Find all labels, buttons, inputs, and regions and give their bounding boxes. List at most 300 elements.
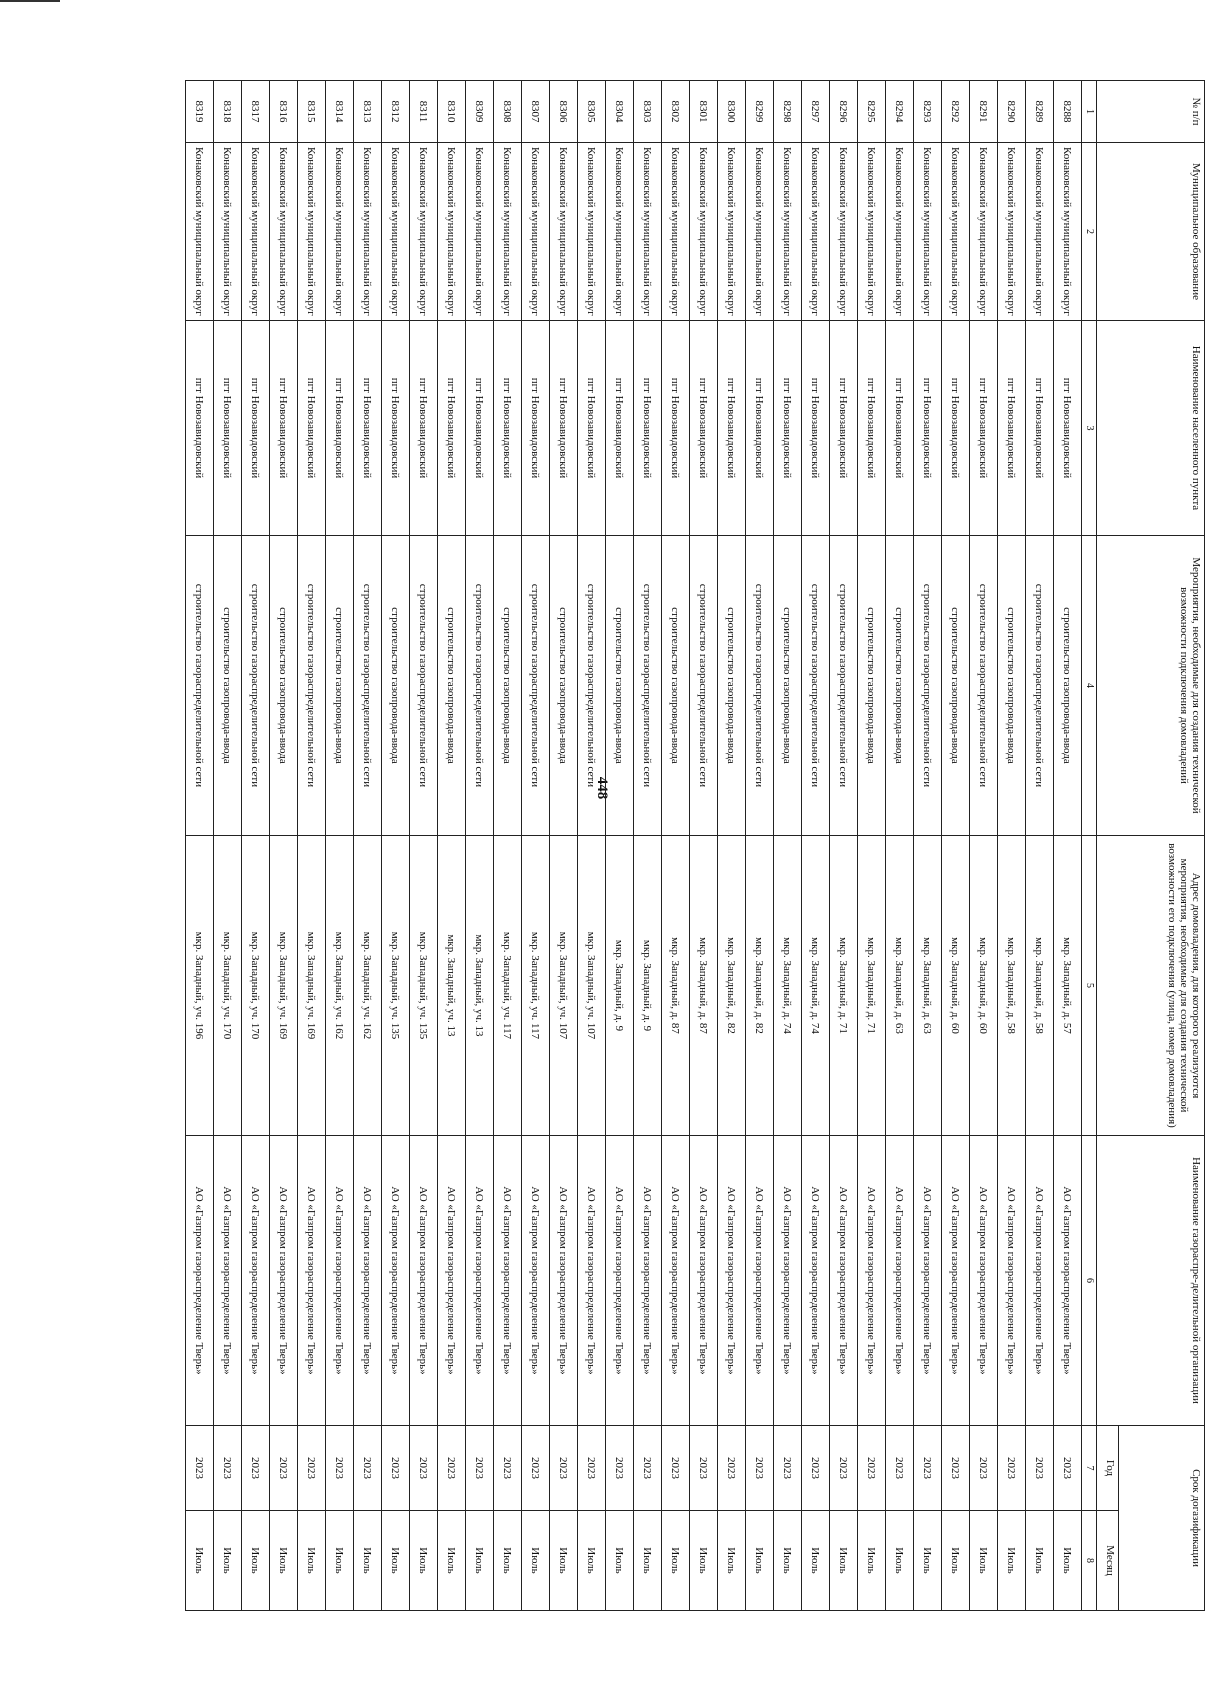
table-row — [354, 81, 382, 1611]
address-cell: мкр. Западный, уч. 117 — [494, 836, 522, 1136]
address-cell: мкр. Западный, д. 87 — [690, 836, 718, 1136]
row-number-cell: 8298 — [774, 81, 802, 143]
header-term: Срок догазификации — [1119, 1426, 1205, 1611]
table-row — [522, 81, 550, 1611]
table-row — [858, 81, 886, 1611]
measure-cell: строительство газопровода-ввода — [382, 536, 410, 836]
year-cell: 2023 — [998, 1426, 1026, 1511]
table-row — [606, 81, 634, 1611]
address-cell: мкр. Западный, уч. 196 — [186, 836, 214, 1136]
table-row — [998, 81, 1026, 1611]
address-cell: мкр. Западный, д. 63 — [886, 836, 914, 1136]
settlement-cell: пгт Новозавидовский — [606, 321, 634, 536]
municipality-cell: Конаковский муниципальный округ — [858, 143, 886, 321]
year-cell: 2023 — [354, 1426, 382, 1511]
measure-cell: строительство газопровода-ввода — [662, 536, 690, 836]
organization-cell: АО «Газпром газораспределение Тверь» — [886, 1136, 914, 1426]
address-cell: мкр. Западный, уч. 13 — [466, 836, 494, 1136]
column-number: 2 — [1082, 143, 1097, 321]
organization-cell: АО «Газпром газораспределение Тверь» — [354, 1136, 382, 1426]
month-cell: Июль — [718, 1511, 746, 1611]
year-cell: 2023 — [1026, 1426, 1054, 1511]
municipality-cell: Конаковский муниципальный округ — [662, 143, 690, 321]
month-cell: Июль — [242, 1511, 270, 1611]
scan-edge-mark — [0, 0, 60, 2]
municipality-cell: Конаковский муниципальный округ — [438, 143, 466, 321]
table-row — [466, 81, 494, 1611]
year-cell: 2023 — [186, 1426, 214, 1511]
settlement-cell: пгт Новозавидовский — [326, 321, 354, 536]
settlement-cell: пгт Новозавидовский — [914, 321, 942, 536]
year-cell: 2023 — [242, 1426, 270, 1511]
row-number-cell: 8309 — [466, 81, 494, 143]
municipality-cell: Конаковский муниципальный округ — [578, 143, 606, 321]
table-row — [662, 81, 690, 1611]
municipality-cell: Конаковский муниципальный округ — [270, 143, 298, 321]
table-row — [410, 81, 438, 1611]
address-cell: мкр. Западный, уч. 107 — [550, 836, 578, 1136]
measure-cell: строительство газораспределительной сети — [970, 536, 998, 836]
organization-cell: АО «Газпром газораспределение Тверь» — [186, 1136, 214, 1426]
organization-cell: АО «Газпром газораспределение Тверь» — [690, 1136, 718, 1426]
row-number-cell: 8304 — [606, 81, 634, 143]
address-cell: мкр. Западный, уч. 117 — [522, 836, 550, 1136]
table-row — [550, 81, 578, 1611]
measure-cell: строительство газораспределительной сети — [186, 536, 214, 836]
month-cell: Июль — [214, 1511, 242, 1611]
settlement-cell: пгт Новозавидовский — [970, 321, 998, 536]
table-row — [214, 81, 242, 1611]
year-cell: 2023 — [550, 1426, 578, 1511]
year-cell: 2023 — [410, 1426, 438, 1511]
municipality-cell: Конаковский муниципальный округ — [970, 143, 998, 321]
address-cell: мкр. Западный, д. 60 — [942, 836, 970, 1136]
year-cell: 2023 — [802, 1426, 830, 1511]
municipality-cell: Конаковский муниципальный округ — [298, 143, 326, 321]
month-cell: Июль — [606, 1511, 634, 1611]
address-cell: мкр. Западный, д. 57 — [1054, 836, 1082, 1136]
table-row — [942, 81, 970, 1611]
municipality-cell: Конаковский муниципальный округ — [186, 143, 214, 321]
row-number-cell: 8306 — [550, 81, 578, 143]
measure-cell: строительство газопровода-ввода — [942, 536, 970, 836]
year-cell: 2023 — [1054, 1426, 1082, 1511]
row-number-cell: 8294 — [886, 81, 914, 143]
table-row — [886, 81, 914, 1611]
settlement-cell: пгт Новозавидовский — [858, 321, 886, 536]
address-cell: мкр. Западный, уч. 162 — [354, 836, 382, 1136]
row-number-cell: 8303 — [634, 81, 662, 143]
settlement-cell: пгт Новозавидовский — [494, 321, 522, 536]
organization-cell: АО «Газпром газораспределение Тверь» — [522, 1136, 550, 1426]
measure-cell: строительство газораспределительной сети — [746, 536, 774, 836]
table-row — [298, 81, 326, 1611]
measure-cell: строительство газораспределительной сети — [690, 536, 718, 836]
table-row — [270, 81, 298, 1611]
table-row — [1054, 81, 1082, 1611]
year-cell: 2023 — [606, 1426, 634, 1511]
month-cell: Июль — [522, 1511, 550, 1611]
table-row — [382, 81, 410, 1611]
header-year: Год — [1097, 1426, 1119, 1511]
row-number-cell: 8291 — [970, 81, 998, 143]
column-number: 3 — [1082, 321, 1097, 536]
year-cell: 2023 — [494, 1426, 522, 1511]
year-cell: 2023 — [690, 1426, 718, 1511]
settlement-cell: пгт Новозавидовский — [298, 321, 326, 536]
column-number: 7 — [1082, 1426, 1097, 1511]
month-cell: Июль — [802, 1511, 830, 1611]
municipality-cell: Конаковский муниципальный округ — [494, 143, 522, 321]
row-number-cell: 8302 — [662, 81, 690, 143]
measure-cell: строительство газопровода-ввода — [270, 536, 298, 836]
measure-cell: строительство газопровода-ввода — [606, 536, 634, 836]
month-cell: Июль — [270, 1511, 298, 1611]
organization-cell: АО «Газпром газораспределение Тверь» — [970, 1136, 998, 1426]
municipality-cell: Конаковский муниципальный округ — [382, 143, 410, 321]
measure-cell: строительство газопровода-ввода — [550, 536, 578, 836]
organization-cell: АО «Газпром газораспределение Тверь» — [494, 1136, 522, 1426]
month-cell: Июль — [298, 1511, 326, 1611]
address-cell: мкр. Западный, уч. 169 — [270, 836, 298, 1136]
settlement-cell: пгт Новозавидовский — [802, 321, 830, 536]
month-cell: Июль — [1026, 1511, 1054, 1611]
header-address: Адрес домовладения, для которого реализуются мероприятия, необходимые для создания технической возможности его подключения (улица, номер домовладения) — [1097, 836, 1205, 1136]
measure-cell: строительство газораспределительной сети — [914, 536, 942, 836]
table-row — [326, 81, 354, 1611]
month-cell: Июль — [410, 1511, 438, 1611]
row-number-cell: 8311 — [410, 81, 438, 143]
row-number-cell: 8301 — [690, 81, 718, 143]
header-number: № п/п — [1097, 81, 1205, 143]
table-row — [746, 81, 774, 1611]
organization-cell: АО «Газпром газораспределение Тверь» — [802, 1136, 830, 1426]
settlement-cell: пгт Новозавидовский — [774, 321, 802, 536]
municipality-cell: Конаковский муниципальный округ — [466, 143, 494, 321]
address-cell: мкр. Западный, д. 63 — [914, 836, 942, 1136]
organization-cell: АО «Газпром газораспределение Тверь» — [326, 1136, 354, 1426]
row-number-cell: 8317 — [242, 81, 270, 143]
month-cell: Июль — [886, 1511, 914, 1611]
organization-cell: АО «Газпром газораспределение Тверь» — [242, 1136, 270, 1426]
column-number: 8 — [1082, 1511, 1097, 1611]
measure-cell: строительство газопровода-ввода — [774, 536, 802, 836]
column-number: 5 — [1082, 836, 1097, 1136]
table-row — [634, 81, 662, 1611]
month-cell: Июль — [550, 1511, 578, 1611]
settlement-cell: пгт Новозавидовский — [1026, 321, 1054, 536]
month-cell: Июль — [354, 1511, 382, 1611]
municipality-cell: Конаковский муниципальный округ — [1026, 143, 1054, 321]
settlement-cell: пгт Новозавидовский — [578, 321, 606, 536]
measure-cell: строительство газораспределительной сети — [242, 536, 270, 836]
settlement-cell: пгт Новозавидовский — [662, 321, 690, 536]
page-number: 448 — [594, 776, 610, 800]
municipality-cell: Конаковский муниципальный округ — [1054, 143, 1082, 321]
column-number: 6 — [1082, 1136, 1097, 1426]
municipality-cell: Конаковский муниципальный округ — [830, 143, 858, 321]
municipality-cell: Конаковский муниципальный округ — [214, 143, 242, 321]
table-row — [494, 81, 522, 1611]
address-cell: мкр. Западный, уч. 169 — [298, 836, 326, 1136]
address-cell: мкр. Западный, уч. 135 — [410, 836, 438, 1136]
measure-cell: строительство газопровода-ввода — [998, 536, 1026, 836]
year-cell: 2023 — [914, 1426, 942, 1511]
settlement-cell: пгт Новозавидовский — [998, 321, 1026, 536]
municipality-cell: Конаковский муниципальный округ — [774, 143, 802, 321]
table-body — [186, 81, 1082, 1611]
measure-cell: строительство газопровода-ввода — [494, 536, 522, 836]
organization-cell: АО «Газпром газораспределение Тверь» — [466, 1136, 494, 1426]
month-cell: Июль — [774, 1511, 802, 1611]
row-number-cell: 8300 — [718, 81, 746, 143]
month-cell: Июль — [690, 1511, 718, 1611]
address-cell: мкр. Западный, д. 71 — [858, 836, 886, 1136]
header-municipality: Муниципальное образование — [1097, 143, 1205, 321]
settlement-cell: пгт Новозавидовский — [354, 321, 382, 536]
rotated-page — [185, 80, 1205, 1610]
year-cell: 2023 — [326, 1426, 354, 1511]
municipality-cell: Конаковский муниципальный округ — [802, 143, 830, 321]
address-cell: мкр. Западный, уч. 170 — [214, 836, 242, 1136]
municipality-cell: Конаковский муниципальный округ — [326, 143, 354, 321]
month-cell: Июль — [914, 1511, 942, 1611]
row-number-cell: 8312 — [382, 81, 410, 143]
table-row — [242, 81, 270, 1611]
column-number: 4 — [1082, 536, 1097, 836]
settlement-cell: пгт Новозавидовский — [746, 321, 774, 536]
year-cell: 2023 — [718, 1426, 746, 1511]
month-cell: Июль — [998, 1511, 1026, 1611]
year-cell: 2023 — [382, 1426, 410, 1511]
address-cell: мкр. Западный, д. 58 — [1026, 836, 1054, 1136]
address-cell: мкр. Западный, д. 87 — [662, 836, 690, 1136]
municipality-cell: Конаковский муниципальный округ — [886, 143, 914, 321]
month-cell: Июль — [494, 1511, 522, 1611]
settlement-cell: пгт Новозавидовский — [186, 321, 214, 536]
year-cell: 2023 — [270, 1426, 298, 1511]
organization-cell: АО «Газпром газораспределение Тверь» — [662, 1136, 690, 1426]
measure-cell: строительство газораспределительной сети — [830, 536, 858, 836]
settlement-cell: пгт Новозавидовский — [1054, 321, 1082, 536]
address-cell: мкр. Западный, уч. 107 — [578, 836, 606, 1136]
organization-cell: АО «Газпром газораспределение Тверь» — [914, 1136, 942, 1426]
settlement-cell: пгт Новозавидовский — [270, 321, 298, 536]
row-number-cell: 8319 — [186, 81, 214, 143]
row-number-cell: 8296 — [830, 81, 858, 143]
municipality-cell: Конаковский муниципальный округ — [606, 143, 634, 321]
month-cell: Июль — [746, 1511, 774, 1611]
settlement-cell: пгт Новозавидовский — [522, 321, 550, 536]
year-cell: 2023 — [942, 1426, 970, 1511]
organization-cell: АО «Газпром газораспределение Тверь» — [718, 1136, 746, 1426]
row-number-cell: 8290 — [998, 81, 1026, 143]
table-row — [774, 81, 802, 1611]
measure-cell: строительство газораспределительной сети — [522, 536, 550, 836]
month-cell: Июль — [942, 1511, 970, 1611]
month-cell: Июль — [382, 1511, 410, 1611]
municipality-cell: Конаковский муниципальный округ — [746, 143, 774, 321]
year-cell: 2023 — [830, 1426, 858, 1511]
organization-cell: АО «Газпром газораспределение Тверь» — [578, 1136, 606, 1426]
organization-cell: АО «Газпром газораспределение Тверь» — [214, 1136, 242, 1426]
year-cell: 2023 — [858, 1426, 886, 1511]
row-number-cell: 8318 — [214, 81, 242, 143]
settlement-cell: пгт Новозавидовский — [410, 321, 438, 536]
organization-cell: АО «Газпром газораспределение Тверь» — [746, 1136, 774, 1426]
column-number: 1 — [1082, 81, 1097, 143]
month-cell: Июль — [830, 1511, 858, 1611]
organization-cell: АО «Газпром газораспределение Тверь» — [1054, 1136, 1082, 1426]
header-organization: Наименование газораспре-делительной организации — [1097, 1136, 1205, 1426]
year-cell: 2023 — [774, 1426, 802, 1511]
organization-cell: АО «Газпром газораспределение Тверь» — [942, 1136, 970, 1426]
year-cell: 2023 — [578, 1426, 606, 1511]
measure-cell: строительство газопровода-ввода — [718, 536, 746, 836]
row-number-cell: 8313 — [354, 81, 382, 143]
address-cell: мкр. Западный, д. 74 — [774, 836, 802, 1136]
organization-cell: АО «Газпром газораспределение Тверь» — [774, 1136, 802, 1426]
row-number-cell: 8307 — [522, 81, 550, 143]
municipality-cell: Конаковский муниципальный округ — [942, 143, 970, 321]
settlement-cell: пгт Новозавидовский — [690, 321, 718, 536]
table-row — [802, 81, 830, 1611]
address-cell: мкр. Западный, д. 58 — [998, 836, 1026, 1136]
measure-cell: строительство газораспределительной сети — [578, 536, 606, 836]
settlement-cell: пгт Новозавидовский — [550, 321, 578, 536]
month-cell: Июль — [970, 1511, 998, 1611]
organization-cell: АО «Газпром газораспределение Тверь» — [270, 1136, 298, 1426]
address-cell: мкр. Западный, д. 74 — [802, 836, 830, 1136]
address-cell: мкр. Западный, д. 71 — [830, 836, 858, 1136]
month-cell: Июль — [858, 1511, 886, 1611]
table-row — [970, 81, 998, 1611]
measure-cell: строительство газораспределительной сети — [634, 536, 662, 836]
municipality-cell: Конаковский муниципальный округ — [522, 143, 550, 321]
address-cell: мкр. Западный, д. 60 — [970, 836, 998, 1136]
organization-cell: АО «Газпром газораспределение Тверь» — [634, 1136, 662, 1426]
row-number-cell: 8308 — [494, 81, 522, 143]
year-cell: 2023 — [298, 1426, 326, 1511]
measure-cell: строительство газопровода-ввода — [438, 536, 466, 836]
row-number-cell: 8310 — [438, 81, 466, 143]
settlement-cell: пгт Новозавидовский — [942, 321, 970, 536]
organization-cell: АО «Газпром газораспределение Тверь» — [410, 1136, 438, 1426]
settlement-cell: пгт Новозавидовский — [634, 321, 662, 536]
year-cell: 2023 — [522, 1426, 550, 1511]
month-cell: Июль — [186, 1511, 214, 1611]
row-number-cell: 8315 — [298, 81, 326, 143]
municipality-cell: Конаковский муниципальный округ — [550, 143, 578, 321]
row-number-cell: 8314 — [326, 81, 354, 143]
measure-cell: строительство газораспределительной сети — [802, 536, 830, 836]
organization-cell: АО «Газпром газораспределение Тверь» — [438, 1136, 466, 1426]
row-number-cell: 8316 — [270, 81, 298, 143]
measure-cell: строительство газораспределительной сети — [410, 536, 438, 836]
year-cell: 2023 — [214, 1426, 242, 1511]
organization-cell: АО «Газпром газораспределение Тверь» — [1026, 1136, 1054, 1426]
settlement-cell: пгт Новозавидовский — [382, 321, 410, 536]
measure-cell: строительство газораспределительной сети — [466, 536, 494, 836]
municipality-cell: Конаковский муниципальный округ — [354, 143, 382, 321]
address-cell: мкр. Западный, д. 9 — [634, 836, 662, 1136]
measure-cell: строительство газопровода-ввода — [214, 536, 242, 836]
row-number-cell: 8305 — [578, 81, 606, 143]
table-row — [186, 81, 214, 1611]
measure-cell: строительство газопровода-ввода — [858, 536, 886, 836]
month-cell: Июль — [326, 1511, 354, 1611]
header-measures: Мероприятия, необходимые для создания технической возможности подключения домовладений — [1097, 536, 1205, 836]
year-cell: 2023 — [886, 1426, 914, 1511]
measure-cell: строительство газораспределительной сети — [354, 536, 382, 836]
address-cell: мкр. Западный, д. 82 — [718, 836, 746, 1136]
table-row — [578, 81, 606, 1611]
month-cell: Июль — [578, 1511, 606, 1611]
municipality-cell: Конаковский муниципальный округ — [998, 143, 1026, 321]
municipality-cell: Конаковский муниципальный округ — [914, 143, 942, 321]
settlement-cell: пгт Новозавидовский — [214, 321, 242, 536]
month-cell: Июль — [662, 1511, 690, 1611]
month-cell: Июль — [466, 1511, 494, 1611]
year-cell: 2023 — [634, 1426, 662, 1511]
row-number-cell: 8288 — [1054, 81, 1082, 143]
year-cell: 2023 — [662, 1426, 690, 1511]
row-number-cell: 8299 — [746, 81, 774, 143]
organization-cell: АО «Газпром газораспределение Тверь» — [550, 1136, 578, 1426]
organization-cell: АО «Газпром газораспределение Тверь» — [298, 1136, 326, 1426]
year-cell: 2023 — [970, 1426, 998, 1511]
table-row — [1026, 81, 1054, 1611]
row-number-cell: 8289 — [1026, 81, 1054, 143]
measure-cell: строительство газораспределительной сети — [1026, 536, 1054, 836]
row-number-cell: 8292 — [942, 81, 970, 143]
municipality-cell: Конаковский муниципальный округ — [410, 143, 438, 321]
organization-cell: АО «Газпром газораспределение Тверь» — [382, 1136, 410, 1426]
year-cell: 2023 — [746, 1426, 774, 1511]
row-number-cell: 8297 — [802, 81, 830, 143]
municipality-cell: Конаковский муниципальный округ — [690, 143, 718, 321]
address-cell: мкр. Западный, уч. 162 — [326, 836, 354, 1136]
row-number-cell: 8293 — [914, 81, 942, 143]
settlement-cell: пгт Новозавидовский — [466, 321, 494, 536]
address-cell: мкр. Западный, д. 82 — [746, 836, 774, 1136]
year-cell: 2023 — [438, 1426, 466, 1511]
settlement-cell: пгт Новозавидовский — [438, 321, 466, 536]
year-cell: 2023 — [466, 1426, 494, 1511]
measure-cell: строительство газораспределительной сети — [298, 536, 326, 836]
table-row — [718, 81, 746, 1611]
municipality-cell: Конаковский муниципальный округ — [634, 143, 662, 321]
measure-cell: строительство газопровода-ввода — [326, 536, 354, 836]
measure-cell: строительство газопровода-ввода — [886, 536, 914, 836]
header-month: Месяц — [1097, 1511, 1119, 1611]
month-cell: Июль — [634, 1511, 662, 1611]
organization-cell: АО «Газпром газораспределение Тверь» — [606, 1136, 634, 1426]
municipality-cell: Конаковский муниципальный округ — [242, 143, 270, 321]
settlement-cell: пгт Новозавидовский — [886, 321, 914, 536]
address-cell: мкр. Западный, уч. 135 — [382, 836, 410, 1136]
month-cell: Июль — [438, 1511, 466, 1611]
address-cell: мкр. Западный, уч. 13 — [438, 836, 466, 1136]
table-row — [690, 81, 718, 1611]
settlement-cell: пгт Новозавидовский — [718, 321, 746, 536]
settlement-cell: пгт Новозавидовский — [830, 321, 858, 536]
organization-cell: АО «Газпром газораспределение Тверь» — [998, 1136, 1026, 1426]
address-cell: мкр. Западный, д. 9 — [606, 836, 634, 1136]
month-cell: Июль — [1054, 1511, 1082, 1611]
organization-cell: АО «Газпром газораспределение Тверь» — [858, 1136, 886, 1426]
table-row — [914, 81, 942, 1611]
